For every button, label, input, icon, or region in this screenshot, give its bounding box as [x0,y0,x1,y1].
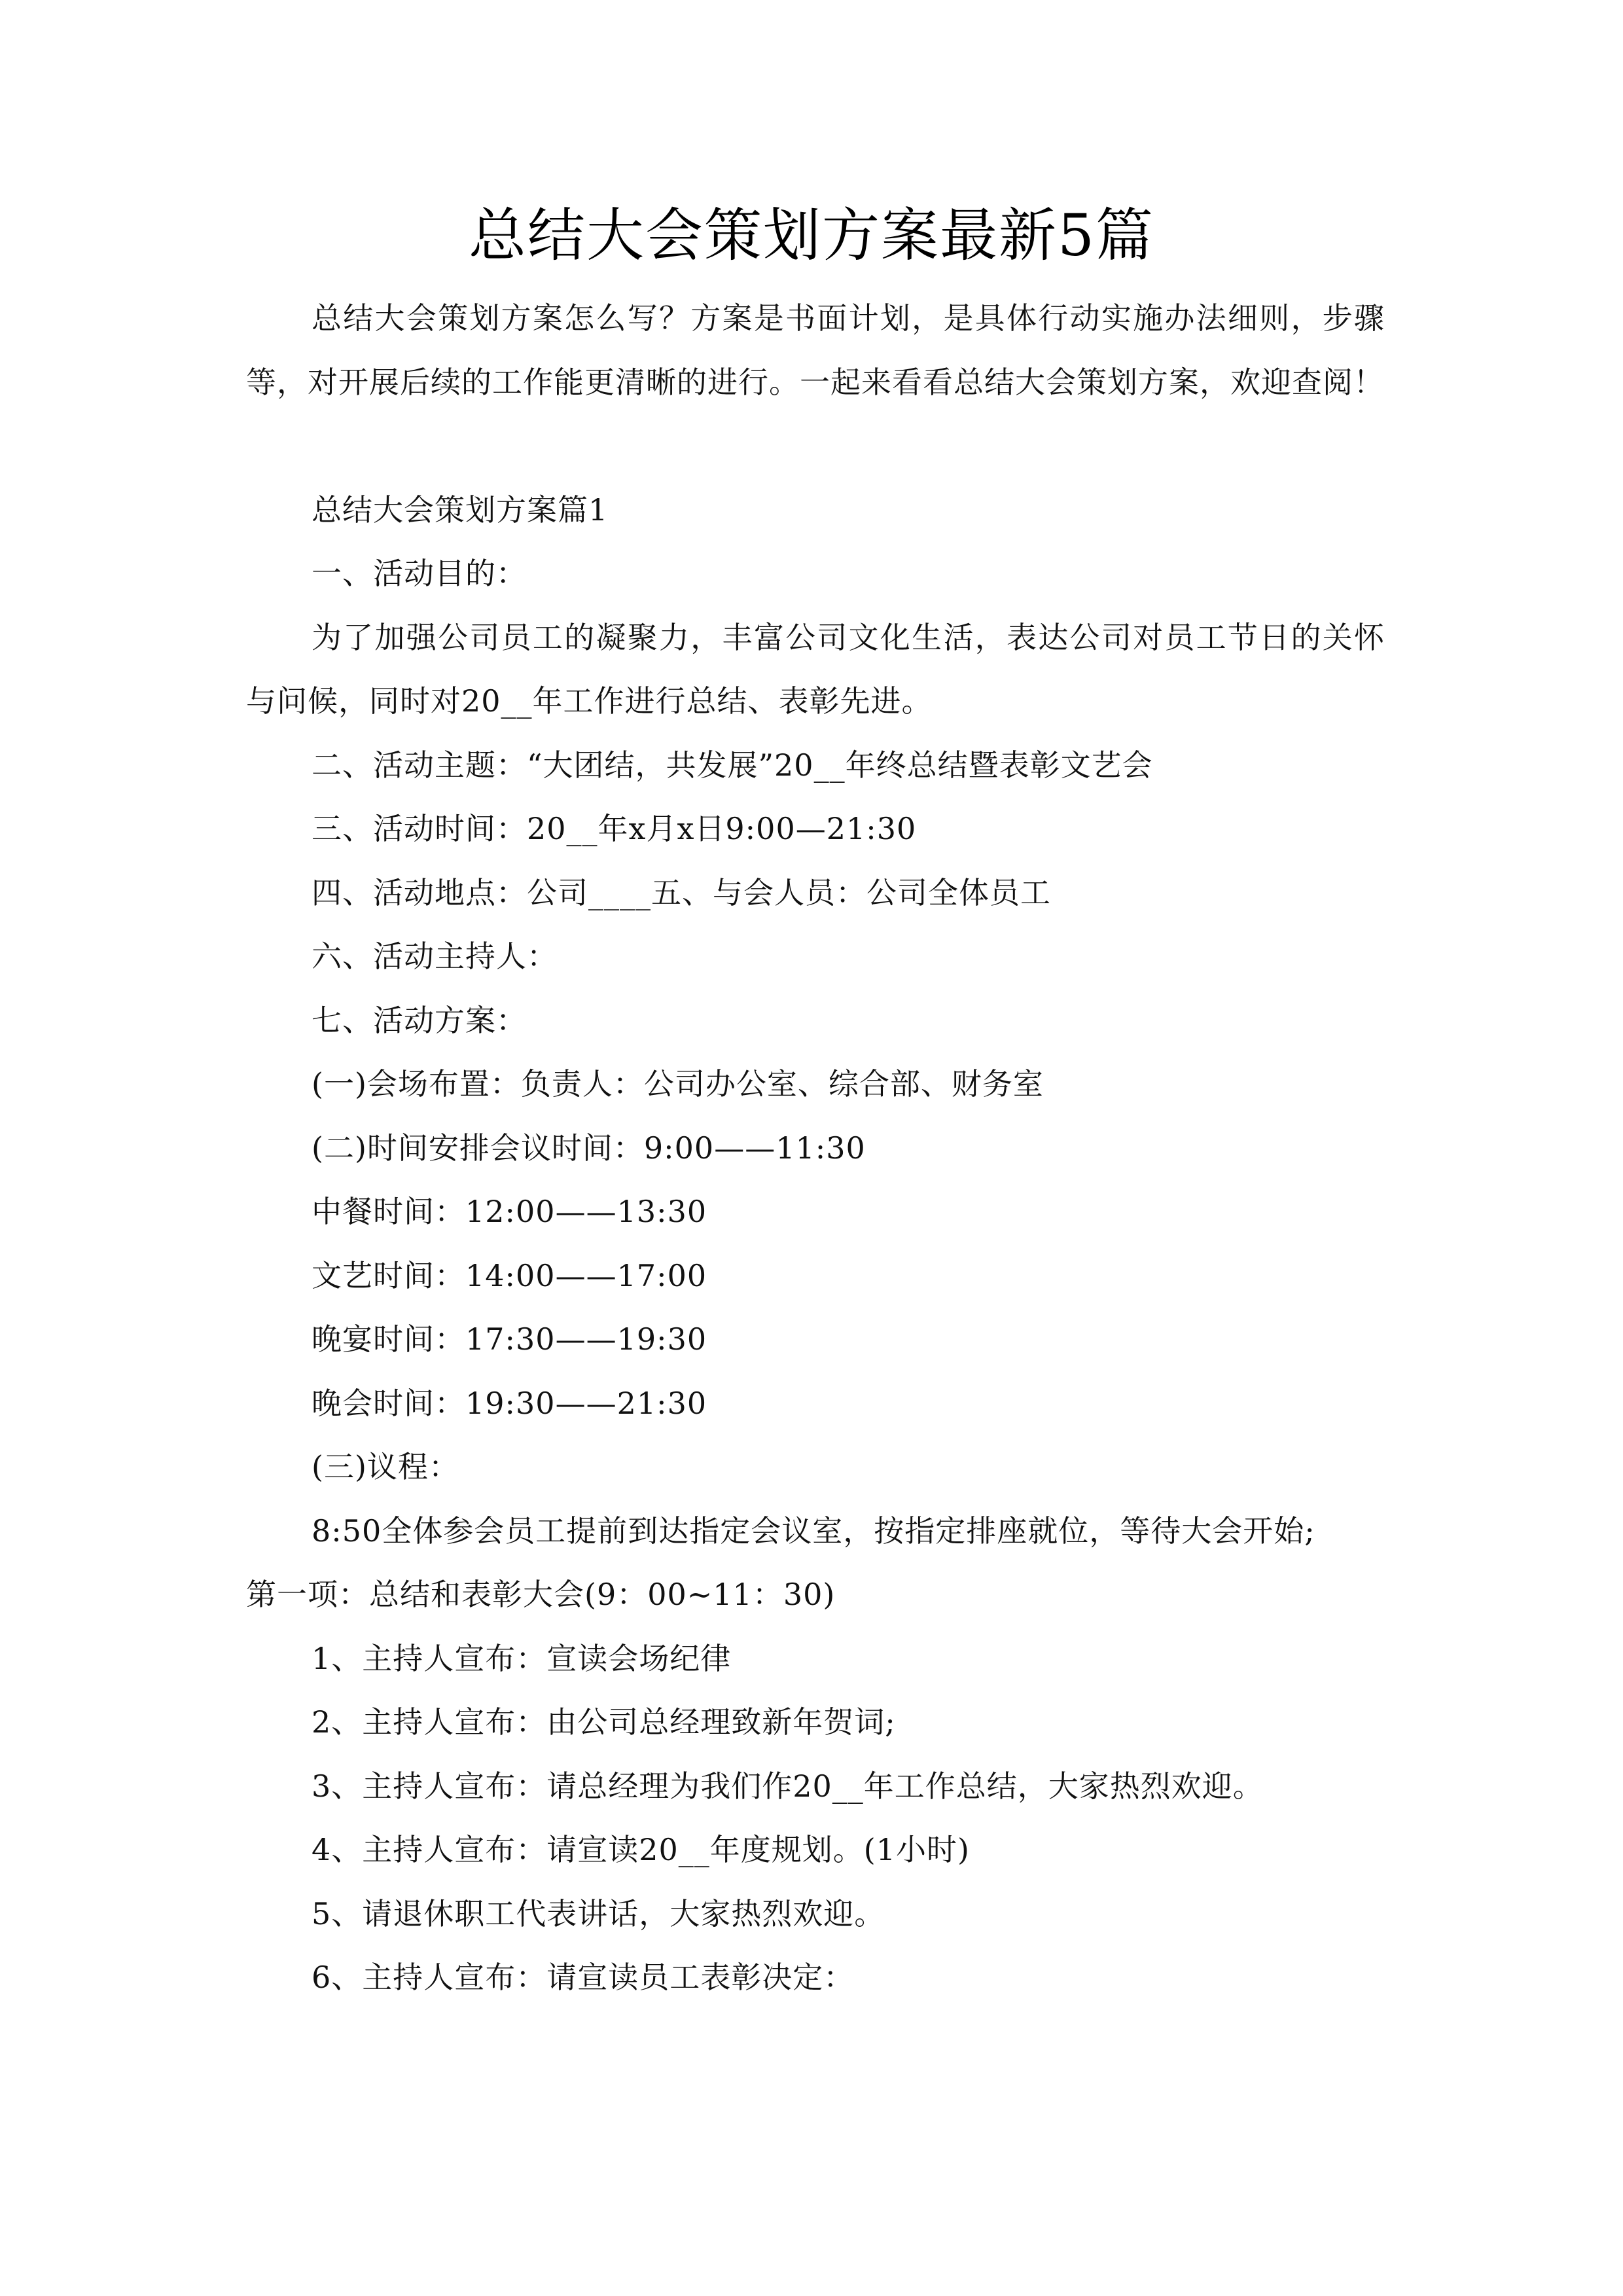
paragraph-line: (一)会场布置：负责人：公司办公室、综合部、财务室 [312,1066,1044,1102]
paragraph-line: 四、活动地点：公司____五、与会人员：公司全体员工 [312,874,1051,910]
intro-paragraph: 总结大会策划方案怎么写？方案是书面计划，是具体行动实施办法细则，步骤等，对开展后续的工作能更清晰的进行。一起来看看总结大会策划方案，欢迎查阅！ [246,300,1385,400]
paragraph-line: 文艺时间：14:00——17:00 [312,1257,707,1293]
paragraph-line: 6、主持人宣布：请宣读员工表彰决定： [312,1960,855,1995]
paragraph-line: 8:50全体参会员工提前到达指定会议室，按指定排座就位，等待大会开始; [312,1513,1315,1549]
document-body [246,287,1385,2010]
paragraph-line: (三)议程： [312,1449,459,1484]
paragraph-line: 为了加强公司员工的凝聚力，丰富公司文化生活，表达公司对员工节日的关怀与问候，同时对20__年工作进行总结、表彰先进。 [246,619,1385,719]
paragraph-line: 3、主持人宣布：请总经理为我们作20__年工作总结，大家热烈欢迎。 [312,1768,1264,1804]
paragraph-line: 5、请退休职工代表讲话，大家热烈欢迎。 [312,1895,885,1931]
section-heading: 总结大会策划方案篇1 [312,492,609,528]
paragraph-line: 六、活动主持人： [312,939,558,974]
paragraph-line: 晚宴时间：17:30——19:30 [312,1321,707,1357]
paragraph-line: 晚会时间：19:30——21:30 [312,1385,707,1421]
paragraph-line: 中餐时间：12:00——13:30 [312,1194,707,1229]
paragraph-line: 三、活动时间：20__年x月x日9:00—21:30 [312,811,917,846]
paragraph-gap [246,414,1385,478]
paragraph-line: 第一项：总结和表彰大会(9：00~11：30) [246,1577,836,1612]
paragraph-line: (二)时间安排会议时间：9:00——11:30 [312,1130,866,1166]
paragraph-line: 七、活动方案： [312,1002,527,1038]
paragraph-line: 1、主持人宣布：宣读会场纪律 [312,1640,732,1676]
paragraph-line: 4、主持人宣布：请宣读20__年度规划。(1小时) [312,1832,970,1867]
document-title: 总结大会策划方案最新5篇 [469,202,1154,269]
paragraph-line: 二、活动主题：“大团结，共发展”20__年终总结暨表彰文艺会 [312,747,1153,783]
paragraph-line: 2、主持人宣布：由公司总经理致新年贺词; [312,1704,896,1740]
paragraph-line: 一、活动目的： [312,556,527,591]
